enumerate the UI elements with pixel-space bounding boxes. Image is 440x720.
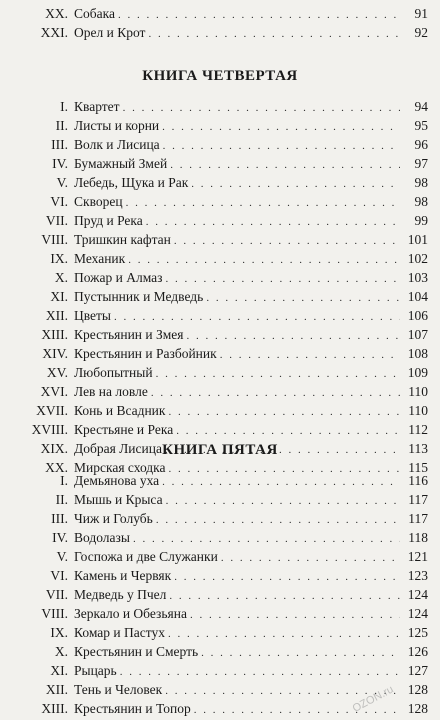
entry-title: Камень и Червяк [74, 568, 172, 583]
entry-number: II. [55, 118, 68, 133]
entry-title: Водолазы [74, 530, 130, 545]
toc-entry [0, 249, 440, 268]
dot-leader [162, 118, 400, 137]
toc-entry [0, 154, 440, 173]
entry-number: V. [56, 549, 68, 564]
entry-page-number: 118 [408, 530, 428, 545]
entry-title: Комар и Пастух [74, 625, 165, 640]
entry-number: XIV. [42, 346, 68, 361]
dot-leader [128, 251, 400, 270]
toc-entry [0, 230, 440, 249]
entry-title: Квартет [74, 99, 120, 114]
entry-page-number: 124 [407, 606, 428, 621]
entry-title: Листы и корни [74, 118, 160, 133]
entry-title: Крестьянин и Змея [74, 327, 184, 342]
entry-title: Тень и Человек [74, 682, 163, 697]
entry-page-number: 101 [407, 232, 428, 247]
entry-number: V. [56, 175, 68, 190]
entry-title: Мышь и Крыса [74, 492, 163, 507]
entry-page-number: 95 [414, 118, 428, 133]
dot-leader [156, 511, 400, 530]
toc-entry [0, 4, 440, 23]
dot-leader [148, 25, 400, 44]
entry-number: I. [60, 99, 68, 114]
entry-page-number: 126 [407, 644, 428, 659]
entry-number: X. [54, 644, 68, 659]
entry-title: Цветы [74, 308, 112, 323]
entry-number: XII. [45, 308, 68, 323]
entry-number: XVII. [36, 403, 68, 418]
toc-entry [0, 23, 440, 42]
dot-leader [191, 175, 400, 194]
toc-entry [0, 344, 440, 363]
entry-page-number: 110 [408, 384, 428, 399]
ozon-watermark: OZON.ru [350, 683, 396, 715]
toc-entry [0, 642, 440, 661]
entry-title: Крестьянин и Топор [74, 701, 191, 716]
entry-number: XVI. [40, 384, 68, 399]
entry-title: Крестьянин и Смерть [74, 644, 199, 659]
entry-page-number: 115 [408, 460, 428, 475]
toc-entry [0, 566, 440, 585]
entry-page-number: 123 [407, 568, 428, 583]
entry-number: XI. [50, 663, 68, 678]
entry-number: XXI. [40, 25, 68, 40]
dot-leader [169, 587, 400, 606]
toc-entry [0, 382, 440, 401]
entry-page-number: 110 [408, 403, 428, 418]
entry-number: XIII. [41, 701, 68, 716]
entry-title: Механик [74, 251, 126, 266]
entry-page-number: 104 [407, 289, 428, 304]
toc-entry [0, 135, 440, 154]
entry-title: Госпожа и две Служанки [74, 549, 218, 564]
entry-title: Орел и Крот [74, 25, 146, 40]
entry-number: XX. [45, 6, 68, 21]
entry-page-number: 99 [414, 213, 428, 228]
toc-entry [0, 306, 440, 325]
entry-number: III. [51, 511, 68, 526]
entry-title: Добрая Лисица [74, 441, 162, 456]
entry-page-number: 97 [414, 156, 428, 171]
dot-leader [162, 473, 400, 492]
entry-number: VII. [45, 213, 68, 228]
entry-number: VII. [45, 587, 68, 602]
toc-entry [0, 604, 440, 623]
entry-page-number: 117 [408, 492, 428, 507]
entry-page-number: 94 [414, 99, 428, 114]
entry-title: Пруд и Река [74, 213, 143, 228]
entry-title: Тришкин кафтан [74, 232, 171, 247]
dot-leader [201, 644, 400, 663]
entry-title: Волк и Лисица [74, 137, 160, 152]
toc-entry [0, 173, 440, 192]
entry-number: VI. [50, 194, 68, 209]
entry-title: Чиж и Голубь [74, 511, 153, 526]
entry-number: III. [51, 137, 68, 152]
entry-number: IV. [52, 530, 68, 545]
toc-entry [0, 97, 440, 116]
entry-title: Любопытный [74, 365, 153, 380]
dot-leader [123, 99, 400, 118]
entry-number: IX. [50, 625, 68, 640]
entry-number: X. [54, 270, 68, 285]
dot-leader [220, 346, 400, 365]
entry-number: XVIII. [31, 422, 68, 437]
entry-page-number: 103 [407, 270, 428, 285]
entry-title: Медведь у Пчел [74, 587, 167, 602]
entry-page-number: 96 [414, 137, 428, 152]
toc-entry [0, 192, 440, 211]
toc-entry [0, 268, 440, 287]
entry-title: Конь и Всадник [74, 403, 166, 418]
dot-leader [156, 365, 400, 384]
entry-page-number: 128 [407, 682, 428, 697]
dot-leader [206, 289, 400, 308]
entry-page-number: 125 [407, 625, 428, 640]
entry-page-number: 109 [407, 365, 428, 380]
entry-number: VI. [50, 568, 68, 583]
toc-entry [0, 509, 440, 528]
entry-title: Пожар и Алмаз [74, 270, 163, 285]
dot-leader [221, 549, 400, 568]
entry-title: Рыцарь [74, 663, 117, 678]
entry-title: Демьянова уха [74, 473, 160, 488]
toc-entry [0, 623, 440, 642]
toc-entry [0, 325, 440, 344]
entry-title: Лебедь, Щука и Рак [74, 175, 189, 190]
entry-number: XV. [46, 365, 68, 380]
book4-list [0, 97, 440, 477]
toc-entry [0, 287, 440, 306]
entry-title: Крестьяне и Река [74, 422, 174, 437]
toc-entry [0, 528, 440, 547]
book5-section [0, 437, 440, 718]
toc-list-continued [0, 4, 440, 42]
entry-number: IX. [50, 251, 68, 266]
entry-title: Пустынник и Медведь [74, 289, 204, 304]
dot-leader [163, 137, 400, 156]
toc-entry [0, 490, 440, 509]
toc-entry [0, 661, 440, 680]
dot-leader [166, 492, 400, 511]
entry-page-number: 128 [407, 701, 428, 716]
entry-page-number: 116 [408, 473, 428, 488]
dot-leader [174, 568, 400, 587]
entry-number: XI. [50, 289, 68, 304]
entry-title: Бумажный Змей [74, 156, 168, 171]
entry-page-number: 117 [408, 511, 428, 526]
dot-leader [190, 606, 400, 625]
toc-entry [0, 363, 440, 382]
entry-number: II. [55, 492, 68, 507]
toc-entry [0, 211, 440, 230]
dot-leader [170, 156, 400, 175]
toc-entry [0, 401, 440, 420]
entry-number: I. [60, 473, 68, 488]
book5-list [0, 471, 440, 718]
entry-page-number: 107 [407, 327, 428, 342]
entry-title: Мирская сходка [74, 460, 166, 475]
entry-page-number: 127 [407, 663, 428, 678]
entry-number: IV. [52, 156, 68, 171]
entry-number: XII. [45, 682, 68, 697]
entry-page-number: 106 [407, 308, 428, 323]
toc-continued [0, 4, 440, 42]
entry-number: XX. [45, 460, 68, 475]
entry-title: Лев на ловле [74, 384, 148, 399]
book5-heading: КНИГА ПЯТАЯ [162, 442, 278, 458]
entry-number: XIX. [40, 441, 68, 456]
entry-page-number: 98 [414, 194, 428, 209]
entry-number: VIII. [41, 232, 68, 247]
entry-title: Зеркало и Обезьяна [74, 606, 187, 621]
dot-leader [146, 213, 400, 232]
book4-section [0, 63, 440, 477]
entry-page-number: 92 [414, 25, 428, 40]
entry-page-number: 108 [407, 346, 428, 361]
entry-number: VIII. [41, 606, 68, 621]
toc-entry [0, 547, 440, 566]
entry-title: Скворец [74, 194, 123, 209]
book4-heading: КНИГА ЧЕТВЕРТАЯ [142, 68, 298, 84]
entry-page-number: 113 [408, 441, 428, 456]
toc-entry [0, 471, 440, 490]
entry-page-number: 98 [414, 175, 428, 190]
dot-leader [118, 6, 400, 25]
dot-leader [151, 384, 400, 403]
entry-number: XIII. [41, 327, 68, 342]
toc-entry [0, 116, 440, 135]
entry-title: Крестьянин и Разбойник [74, 346, 217, 361]
dot-leader [168, 625, 400, 644]
entry-page-number: 91 [414, 6, 428, 21]
dot-leader [168, 403, 400, 422]
entry-page-number: 124 [407, 587, 428, 602]
entry-page-number: 121 [407, 549, 428, 564]
entry-page-number: 112 [408, 422, 428, 437]
dot-leader [174, 232, 400, 251]
toc-entry [0, 585, 440, 604]
entry-title: Собака [74, 6, 115, 21]
entry-page-number: 102 [407, 251, 428, 266]
dot-leader [126, 194, 400, 213]
